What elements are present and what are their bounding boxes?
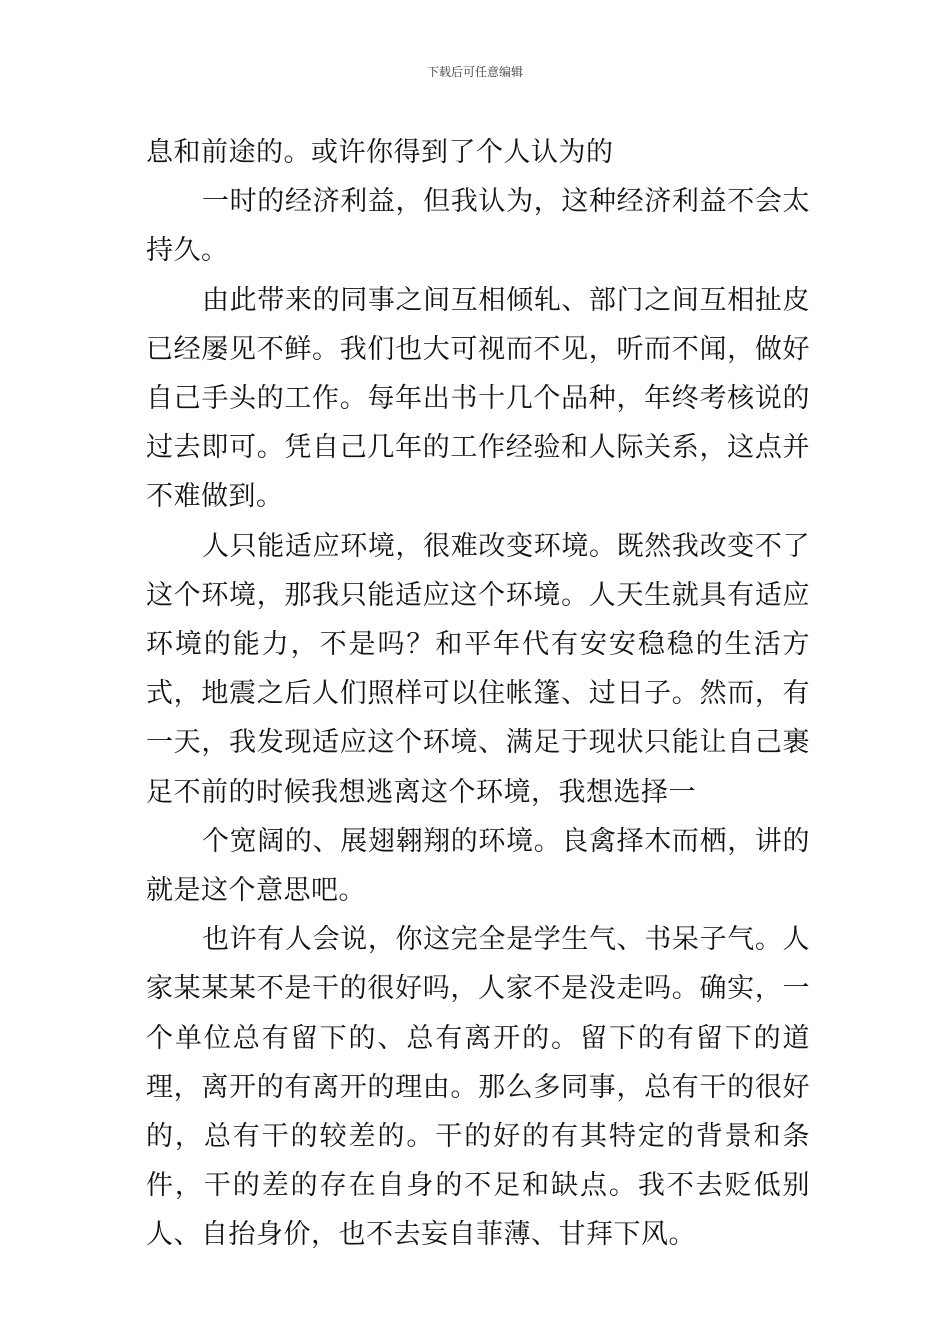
- paragraph-6: 也许有人会说，你这完全是学生气、书呆子气。人家某某某不是干的很好吗，人家不是没走吗。确实，一个单位总有留下的、总有离开的。留下的有留下的道理，离开的有离开的理由。那么多同事，总有干的很好的，总有干的较差的。干的好的有其特定的背景和条件，干的差的存在自身的不足和缺点。我不去贬低别人、自抬身价，也不去妄自菲薄、甘拜下风。: [146, 924, 810, 1251]
- paragraph-1: 息和前途的。或许你得到了个人认为的: [146, 137, 614, 168]
- paragraph-2: 一时的经济利益，但我认为，这种经济利益不会太持久。: [146, 186, 810, 267]
- paragraph-5: 个宽阔的、展翅翱翔的环境。良禽择木而栖，讲的就是这个意思吧。: [146, 825, 810, 907]
- paragraph-3: 由此带来的同事之间互相倾轧、部门之间互相扯皮已经屡见不鲜。我们也大可视而不见，听而不闻，做好自己手头的工作。每年出书十几个品种，年终考核说的过去即可。凭自己几年的工作经验和人际关系，这点并不难做到。: [146, 284, 810, 513]
- paragraph-4: 人只能适应环境，很难改变环境。既然我改变不了这个环境，那我只能适应这个环境。人天生就具有适应环境的能力，不是吗？和平年代有安安稳稳的生活方式，地震之后人们照样可以住帐篷、过日子。然而，有一天，我发现适应这个环境、满足于现状只能让自己裹足不前的时候我想逃离这个环境，我想选择一: [146, 530, 810, 808]
- document-body: [146, 128, 810, 1260]
- page-header: 下载后可任意编辑: [426, 65, 523, 79]
